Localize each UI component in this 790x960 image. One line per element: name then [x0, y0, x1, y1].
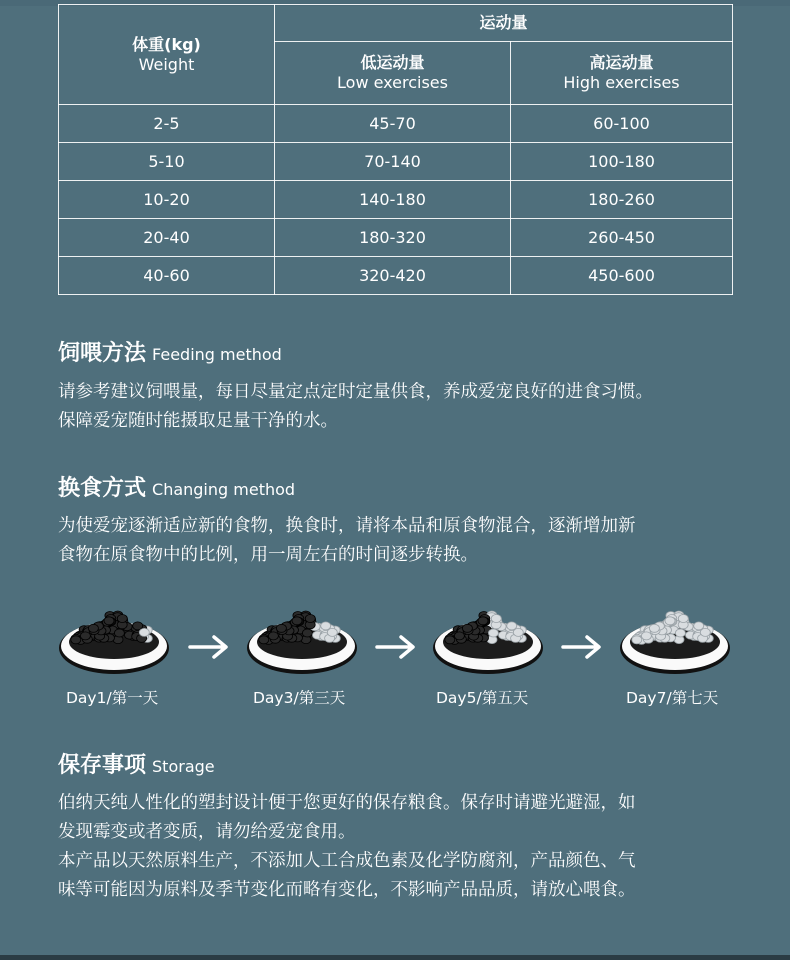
storage-text: [58, 789, 748, 905]
high-cell: 180-260: [511, 181, 733, 219]
new-kibble: [507, 622, 517, 630]
high-cell: 60-100: [511, 105, 733, 143]
food-bowl-day3: [246, 596, 358, 676]
feeding-text: [58, 378, 748, 436]
table-row: [59, 105, 733, 143]
new-kibble: [488, 629, 498, 637]
old-kibble: [478, 617, 488, 625]
bowl-graphic: [58, 596, 170, 676]
weight-cell: 20-40: [59, 219, 275, 257]
table-row: [59, 219, 733, 257]
low-cell: 70-140: [275, 143, 511, 181]
feeding-line: 保障爱宠随时能摄取足量干净的水。: [58, 411, 338, 431]
storage-line: 发现霉变或者变质，请勿给爱宠食用。: [58, 822, 356, 842]
food-bowl-day5: [432, 596, 544, 676]
storage-section-title: [58, 748, 215, 779]
new-kibble: [694, 622, 704, 630]
old-kibble: [276, 624, 286, 632]
low-header-en: Low exercises: [337, 73, 448, 92]
storage-title-zh: 保存事项: [58, 753, 147, 778]
arrow-right-icon: [375, 634, 419, 660]
low-cell: 320-420: [275, 257, 511, 295]
table-row: [59, 257, 733, 295]
old-kibble: [305, 615, 315, 623]
new-kibble: [665, 617, 675, 625]
table-row: [59, 143, 733, 181]
changing-section-title: [58, 471, 295, 502]
day-label: Day3/第三天: [253, 689, 346, 707]
old-kibble: [80, 632, 90, 640]
storage-line: 本产品以天然原料生产，不添加人工合成色素及化学防腐剂，产品颜色、气: [58, 851, 636, 871]
changing-title-zh: 换食方式: [58, 476, 147, 501]
new-kibble: [632, 636, 642, 644]
weight-header: [59, 5, 275, 105]
weight-header-en: Weight: [138, 54, 195, 74]
new-kibble: [513, 628, 523, 636]
weight-cell: 40-60: [59, 257, 275, 295]
new-kibble: [678, 615, 688, 623]
feeding-line: 请参考建议饲喂量，每日尽量定点定时定量供食，养成爱宠良好的进食习惯。: [58, 382, 653, 402]
weight-cell: 10-20: [59, 181, 275, 219]
new-kibble: [327, 628, 337, 636]
old-kibble: [302, 629, 312, 637]
high-exercise-header: [511, 42, 733, 105]
bowl-graphic: [432, 596, 544, 676]
changing-line: 食物在原食物中的比例，用一周左右的时间逐步转换。: [58, 545, 478, 565]
low-cell: 180-320: [275, 219, 511, 257]
changing-title-en: Changing method: [152, 480, 296, 499]
storage-line: 伯纳天纯人性化的塑封设计便于您更好的保存粮食。保存时请避光避湿，如: [58, 793, 636, 813]
new-kibble: [649, 624, 659, 632]
old-kibble: [462, 624, 472, 632]
old-kibble: [292, 617, 302, 625]
arrow-right-icon: [188, 634, 232, 660]
new-kibble: [641, 632, 651, 640]
food-bowl-day1: [58, 596, 170, 676]
new-kibble: [675, 629, 685, 637]
feeding-title-zh: 饲喂方法: [58, 341, 147, 366]
feeding-section-title: [58, 336, 282, 367]
low-header-zh: 低运动量: [360, 53, 425, 72]
old-kibble: [71, 636, 81, 644]
old-kibble: [114, 629, 124, 637]
new-kibble: [700, 628, 710, 636]
high-header-zh: 高运动量: [589, 53, 654, 72]
bottom-strip: [0, 955, 790, 960]
old-kibble: [117, 615, 127, 623]
old-kibble: [454, 632, 464, 640]
day-label: Day1/第一天: [66, 689, 159, 707]
storage-line: 味等可能因为原料及季节变化而略有变化，不影响产品品质，请放心喂食。: [58, 880, 636, 900]
old-kibble: [259, 636, 269, 644]
day-label: Day7/第七天: [626, 689, 719, 707]
changing-text: [58, 512, 748, 570]
feeding-amount-table: [58, 4, 733, 295]
day-label: Day5/第五天: [436, 689, 529, 707]
old-kibble: [104, 617, 114, 625]
old-kibble: [133, 622, 143, 630]
old-kibble: [445, 636, 455, 644]
changing-line: 为使爱宠逐渐适应新的食物，换食时，请将本品和原食物混合，逐渐增加新: [58, 516, 636, 536]
high-cell: 260-450: [511, 219, 733, 257]
bowl-graphic: [619, 596, 731, 676]
old-kibble: [268, 632, 278, 640]
new-kibble: [139, 628, 149, 636]
high-cell: 450-600: [511, 257, 733, 295]
new-kibble: [491, 615, 501, 623]
arrow-right-icon: [561, 634, 605, 660]
weight-cell: 5-10: [59, 143, 275, 181]
weight-cell: 2-5: [59, 105, 275, 143]
low-cell: 140-180: [275, 181, 511, 219]
table-row: [59, 181, 733, 219]
feeding-title-en: Feeding method: [152, 345, 282, 364]
bowl-graphic: [246, 596, 358, 676]
low-cell: 45-70: [275, 105, 511, 143]
storage-title-en: Storage: [152, 757, 215, 776]
weight-header-zh: 体重(kg): [132, 34, 201, 54]
old-kibble: [88, 624, 98, 632]
high-header-en: High exercises: [563, 73, 680, 92]
exercise-header: 运动量: [275, 5, 733, 42]
new-kibble: [321, 622, 331, 630]
high-cell: 100-180: [511, 143, 733, 181]
low-exercise-header: [275, 42, 511, 105]
food-bowl-day7: [619, 596, 731, 676]
